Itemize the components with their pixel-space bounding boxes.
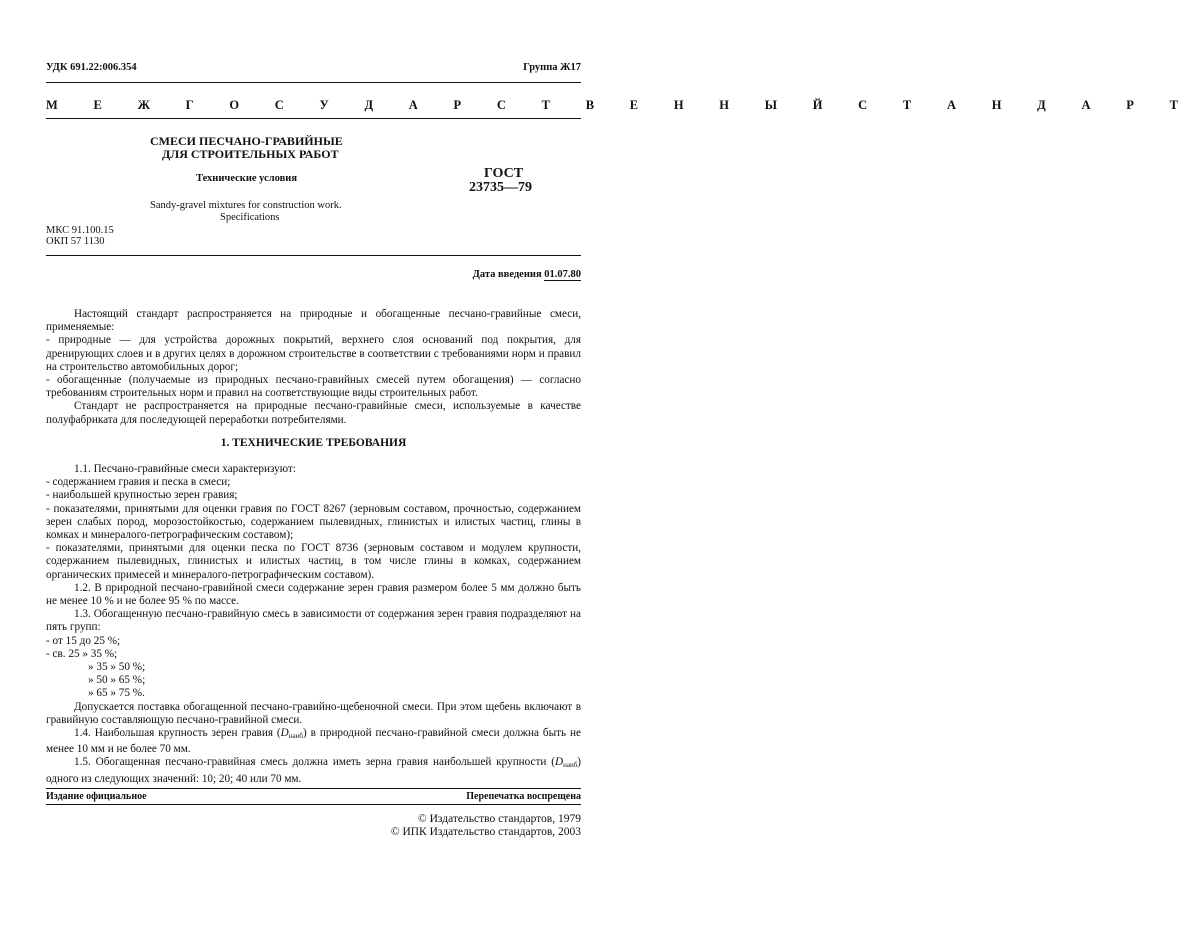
intro-date [473,269,581,280]
codes-rule [46,255,581,256]
group-item: » 50 » 65 %; [88,674,146,687]
okp-code: ОКП 57 1130 [46,236,105,247]
clause-1-5: 1.5. Обогащенная песчано-гравийная смесь должна иметь зерна гравия наибольшей крупности $(D_{наиб})$ одного из следующих значений: 10; 20; 40 или 70 мм. [46,756,581,785]
intro-paragraph: - природные — для устройства дорожных покрытий, верхнего слоя оснований под покрытия, для дренирующих слоев и в других целях в дорожном строительстве в соответствии с требованиями норм и правил на строительство автомобильных дорог; [46,334,581,373]
intro-block [46,308,581,427]
list-item: - содержанием гравия и песка в смеси; [46,476,231,489]
mks-code: МКС 91.100.15 [46,225,114,236]
section-title: 1. ТЕХНИЧЕСКИЕ ТРЕБОВАНИЯ [220,437,407,449]
reprint-note: Перепечатка воспрещена [466,791,581,802]
intro-date-value: 01.07.80 [544,269,581,280]
clause-1-3-note: Допускается поставка обогащенной песчано-гравийно-щебеночной смеси. При этом щебень включают в гравийную составляющую песчано-гравийной смеси. [46,700,581,726]
clause-1-3: 1.3. Обогащенную песчано-гравийную смесь в зависимости от содержания зерен гравия подразделяют на пять групп: [46,608,581,634]
title-english-2: Specifications [220,212,280,223]
udk-code: УДК 691.22:006.354 [46,62,137,73]
edition-note: Издание официальное [46,791,147,802]
gost-number: 23735—79 [469,180,532,195]
intro-paragraph: - обогащенные (получаемые из природных песчано-гравийных смесей путем обогащения) — согласно требованиям строительных норм и правил на соответствующие виды строительных работ. [46,374,581,400]
title-line-2: ДЛЯ СТРОИТЕЛЬНЫХ РАБОТ [162,147,339,161]
copyright-1979: © Издательство стандартов, 1979 [417,813,581,825]
intro-paragraph: Настоящий стандарт распространяется на природные и обогащенные песчано-гравийные смеси, применяемые: [46,308,581,334]
title-english-1: Sandy-gravel mixtures for construction work. [150,200,342,211]
list-item: - показателями, принятыми для оценки песка по ГОСТ 8736 (зерновым составом и модулем крупности, содержанием пылевидных, глинистых и илистых частиц, в том числе глины в комках, содержанием органических примесей и минералого-петрографическим составом). [46,542,581,581]
clause-1-1: 1.1. Песчано-гравийные смеси характеризуют: [74,463,296,475]
clause-1-2: 1.2. В природной песчано-гравийной смеси содержание зерен гравия размером более 5 мм должно быть не менее 10 % и не более 95 % по массе. [46,581,581,608]
group-item: - от 15 до 25 %; [46,634,121,647]
footer-rule-bottom [46,804,581,805]
header-rule-top [46,82,581,83]
group-item: » 35 » 50 %; [88,661,146,674]
footer-rule-top [46,788,581,789]
gost-label: ГОСТ [484,166,524,181]
intro-paragraph: Стандарт не распространяется на природные песчано-гравийные смеси, используемые в качестве полуфабриката для последующей переработки потребителями. [46,400,581,426]
group-item: » 65 » 75 %. [88,687,145,700]
section-1-body [46,463,581,786]
list-item: - показателями, принятыми для оценки гравия по ГОСТ 8267 (зерновым составом, прочностью, содержанием зерен слабых пород, морозостойкостью, содержанием пылевидных, глинистых и илистых частиц, глины в комках и минералого-петрографическим составом); [46,502,581,542]
title-line-1: СМЕСИ ПЕСЧАНО-ГРАВИЙНЫЕ [150,134,343,148]
group-item: - св. 25 » 35 %; [46,647,118,660]
copyright-2003: © ИПК Издательство стандартов, 2003 [390,826,581,838]
standard-type: М Е Ж Г О С У Д А Р С Т В Е Н Н Ы Й С Т А Н Д А Р Т [46,98,1181,112]
intro-date-label: Дата введения [472,269,542,280]
clause-1-4: 1.4. Наибольшая крупность зерен гравия $(D_{наиб})$ в природной песчано-гравийной смеси должна быть не менее 10 мм и не более 70 мм. [46,727,581,756]
title-subtitle: Технические условия [196,173,298,184]
header-rule-bottom [46,118,581,119]
group-code: Группа Ж17 [523,62,581,73]
list-item: - наибольшей крупностью зерен гравия; [46,489,238,502]
